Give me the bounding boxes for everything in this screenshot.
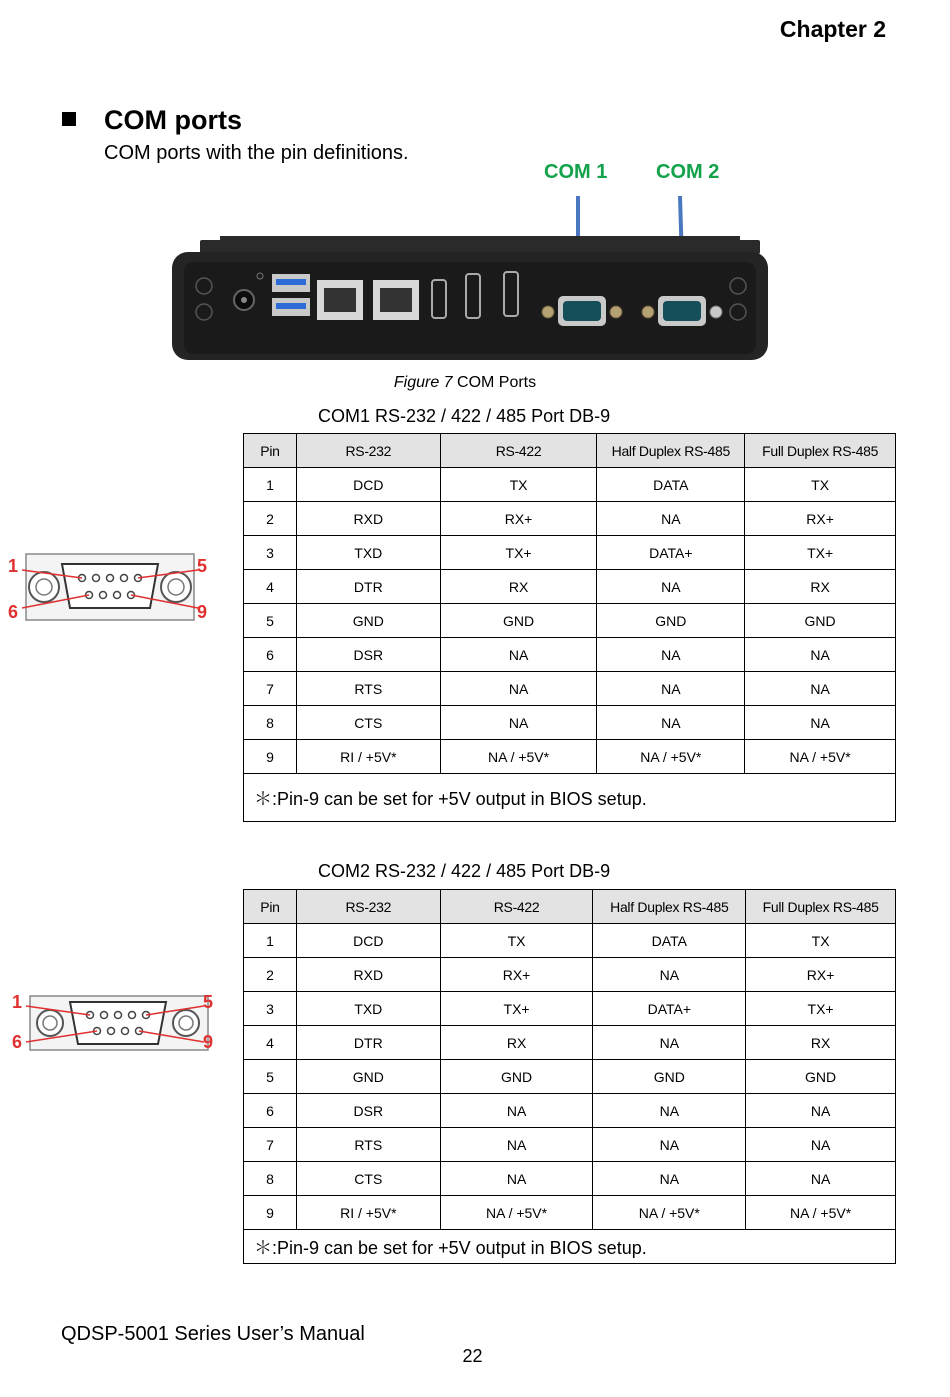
table-cell: TX+ (746, 992, 896, 1026)
table-cell: 4 (244, 1026, 297, 1060)
table-cell: NA (593, 1128, 746, 1162)
table-row (244, 1094, 896, 1128)
table-cell: NA (440, 672, 597, 706)
table-cell: 3 (244, 992, 297, 1026)
page-number: 22 (462, 1346, 483, 1366)
table-cell: NA (745, 672, 896, 706)
table-cell: DSR (296, 638, 440, 672)
table-row (244, 992, 896, 1026)
table-cell: 2 (244, 502, 297, 536)
table-cell: NA (746, 1094, 896, 1128)
pin-6-label: 6 (8, 602, 19, 622)
table-cell: NA (440, 1094, 593, 1128)
table-cell: RX (745, 570, 896, 604)
figure-number: Figure 7 (393, 374, 453, 391)
table-cell: NA (440, 706, 597, 740)
table-row (244, 536, 896, 570)
table-cell: NA (746, 1162, 896, 1196)
column-header: RS-422 (440, 890, 593, 924)
com2-pin-table (243, 889, 896, 1264)
column-header: Full Duplex RS-485 (746, 890, 896, 924)
table-cell: DCD (296, 924, 440, 958)
chapter-heading: Chapter 2 (779, 16, 886, 42)
table-row (244, 570, 896, 604)
table-cell: RI / +5V* (296, 740, 440, 774)
column-header: RS-422 (440, 434, 597, 468)
table-cell: 2 (244, 958, 297, 992)
table-cell: NA (440, 638, 597, 672)
table-cell: GND (593, 1060, 746, 1094)
table-cell: RI / +5V* (296, 1196, 440, 1230)
table-cell: CTS (296, 1162, 440, 1196)
table-cell: DATA (593, 924, 746, 958)
column-header: Half Duplex RS-485 (593, 890, 746, 924)
table-row (244, 706, 896, 740)
table-cell: TX (440, 468, 597, 502)
table-cell: 7 (244, 1128, 297, 1162)
pin-9-label: 9 (203, 1032, 214, 1052)
table-cell: TX (440, 924, 593, 958)
column-header: Pin (244, 434, 297, 468)
table-cell: DSR (296, 1094, 440, 1128)
table-cell: RXD (296, 958, 440, 992)
table-cell: GND (440, 1060, 593, 1094)
com1-table-title: COM1 RS-232 / 422 / 485 Port DB-9 (318, 406, 611, 426)
table-cell: NA (597, 502, 745, 536)
table-cell: 3 (244, 536, 297, 570)
table-cell: NA / +5V* (593, 1196, 746, 1230)
pin-5-label: 5 (197, 556, 208, 576)
table-cell: TX (746, 924, 896, 958)
table-cell: NA (593, 1162, 746, 1196)
table-cell: NA (440, 1162, 593, 1196)
table-cell: NA (597, 638, 745, 672)
table-cell: RTS (296, 672, 440, 706)
table-cell: 6 (244, 1094, 297, 1128)
device-rear-panel-photo (160, 188, 780, 368)
table-cell: DTR (296, 570, 440, 604)
table-cell: DATA+ (597, 536, 745, 570)
table-cell: GND (440, 604, 597, 638)
table-cell: NA / +5V* (746, 1196, 896, 1230)
table-cell: RX (746, 1026, 896, 1060)
table-row (244, 502, 896, 536)
pin-9-label: 9 (197, 602, 208, 622)
footer-manual-title: QDSP-5001 Series User’s Manual (61, 1323, 365, 1345)
table-cell: CTS (296, 706, 440, 740)
pin-5-label: 5 (203, 992, 214, 1012)
table-cell: 8 (244, 706, 297, 740)
table-row (244, 468, 896, 502)
table-cell: TX+ (440, 992, 593, 1026)
table-cell: RX+ (746, 958, 896, 992)
table-cell: 1 (244, 468, 297, 502)
table-cell: NA (745, 706, 896, 740)
table-cell: TX+ (745, 536, 896, 570)
table-cell: RX (440, 1026, 593, 1060)
table-cell: NA (597, 570, 745, 604)
table-cell: 5 (244, 604, 297, 638)
heatsink-fins (200, 236, 760, 254)
table-cell: 7 (244, 672, 297, 706)
table-cell: NA (440, 1128, 593, 1162)
table-row (244, 1196, 896, 1230)
table-cell: GND (597, 604, 745, 638)
table-header-row (244, 890, 896, 924)
com1-db9-pinout-diagram (4, 548, 219, 628)
figure-caption (0, 374, 930, 392)
table-cell: NA (745, 638, 896, 672)
table-cell: 6 (244, 638, 297, 672)
table-cell: 1 (244, 924, 297, 958)
table-cell: TX+ (440, 536, 597, 570)
com2-label: COM 2 (656, 161, 720, 183)
table-cell: RX+ (745, 502, 896, 536)
table-cell: 5 (244, 1060, 297, 1094)
table-cell: NA (593, 1094, 746, 1128)
table-cell: GND (296, 1060, 440, 1094)
table-cell: RX (440, 570, 597, 604)
figure-caption-text: COM Ports (452, 374, 537, 391)
table-note-row (244, 774, 896, 822)
table-cell: TXD (296, 536, 440, 570)
table-cell: DTR (296, 1026, 440, 1060)
pin-1-label: 1 (12, 992, 23, 1012)
table-note: ＊:Pin-9 can be set for +5V output in BIOS setup. (244, 774, 896, 822)
table-cell: 9 (244, 1196, 297, 1230)
table-row (244, 924, 896, 958)
table-cell: 9 (244, 740, 297, 774)
table-cell: TX (745, 468, 896, 502)
table-cell: NA (746, 1128, 896, 1162)
com1-pin-table (243, 433, 896, 822)
table-cell: GND (296, 604, 440, 638)
table-cell: GND (746, 1060, 896, 1094)
com2-table-title: COM2 RS-232 / 422 / 485 Port DB-9 (318, 861, 611, 881)
com1-label: COM 1 (544, 161, 608, 183)
column-header: RS-232 (296, 890, 440, 924)
column-header: Pin (244, 890, 297, 924)
column-header: RS-232 (296, 434, 440, 468)
pin-6-label: 6 (12, 1032, 23, 1052)
column-header: Full Duplex RS-485 (745, 434, 896, 468)
table-cell: GND (745, 604, 896, 638)
table-cell: RXD (296, 502, 440, 536)
table-header-row (244, 434, 896, 468)
table-row (244, 604, 896, 638)
table-row (244, 1128, 896, 1162)
table-row (244, 672, 896, 706)
table-note: ＊:Pin-9 can be set for +5V output in BIOS setup. (244, 1230, 896, 1264)
table-cell: RX+ (440, 502, 597, 536)
table-cell: NA / +5V* (440, 740, 597, 774)
square-bullet-icon (62, 112, 76, 126)
section-title: COM ports (104, 105, 242, 135)
table-cell: DCD (296, 468, 440, 502)
table-cell: TXD (296, 992, 440, 1026)
table-row (244, 638, 896, 672)
table-cell: DATA+ (593, 992, 746, 1026)
table-cell: NA (597, 672, 745, 706)
table-row (244, 1162, 896, 1196)
pin-1-label: 1 (8, 556, 19, 576)
table-note-row (244, 1230, 896, 1264)
column-header: Half Duplex RS-485 (597, 434, 745, 468)
table-cell: DATA (597, 468, 745, 502)
table-row (244, 1026, 896, 1060)
table-cell: NA / +5V* (597, 740, 745, 774)
table-cell: NA (593, 958, 746, 992)
table-cell: RTS (296, 1128, 440, 1162)
com2-db9-pinout-diagram (8, 988, 223, 1060)
table-row (244, 958, 896, 992)
table-cell: NA / +5V* (440, 1196, 593, 1230)
table-cell: RX+ (440, 958, 593, 992)
table-cell: 4 (244, 570, 297, 604)
table-row (244, 1060, 896, 1094)
table-cell: 8 (244, 1162, 297, 1196)
table-row (244, 740, 896, 774)
section-subtitle: COM ports with the pin definitions. (104, 142, 409, 164)
table-cell: NA / +5V* (745, 740, 896, 774)
table-cell: NA (593, 1026, 746, 1060)
table-cell: NA (597, 706, 745, 740)
